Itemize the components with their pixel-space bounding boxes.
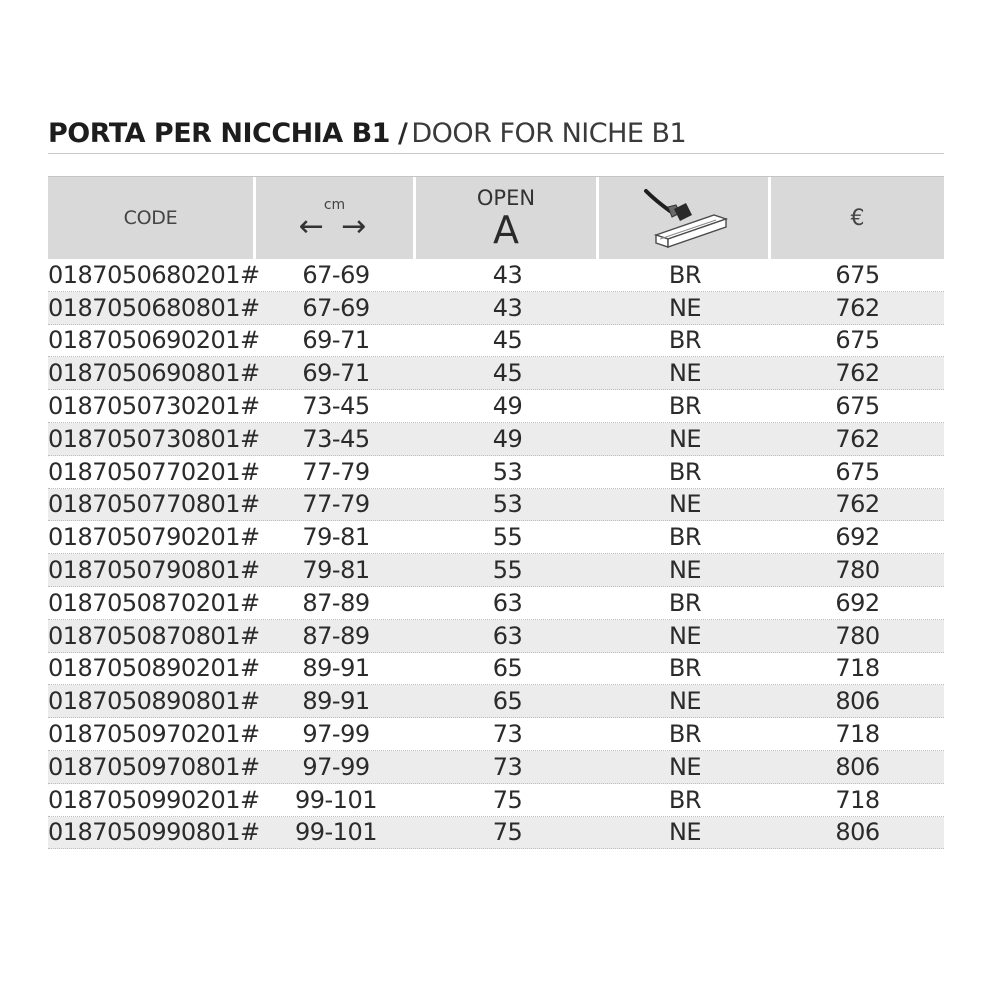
cell-price: 718 (835, 785, 880, 814)
cell-width: 97-99 (302, 720, 370, 749)
cell-width: 67-69 (302, 293, 370, 322)
cell-open: 53 (492, 457, 523, 486)
cell-width: 99-101 (294, 785, 377, 814)
cell-price: 675 (835, 392, 880, 421)
table-body (48, 259, 944, 849)
width-arrows-icon: ← → (298, 209, 371, 244)
cell-code: 0187050770201# (48, 457, 260, 486)
cell-code: 0187050790201# (48, 523, 260, 552)
title-divider (48, 153, 944, 154)
header-price (771, 177, 944, 259)
header-open-label: OPEN (476, 186, 536, 210)
cell-finish: NE (668, 490, 702, 519)
table-row (48, 423, 944, 456)
cell-code: 0187050730801# (48, 424, 260, 453)
cell-code: 0187050680801# (48, 293, 260, 322)
cell-code: 0187050680201# (48, 260, 260, 289)
cell-finish: NE (668, 687, 702, 716)
cell-finish: BR (668, 523, 702, 552)
cell-width: 89-91 (302, 687, 370, 716)
cell-code: 0187050970201# (48, 720, 260, 749)
cell-price: 762 (835, 359, 880, 388)
cell-finish: BR (668, 720, 702, 749)
title-separator: / (397, 118, 408, 149)
cell-width: 69-71 (302, 326, 370, 355)
cell-open: 55 (492, 556, 523, 585)
cell-code: 0187050690801# (48, 359, 260, 388)
cell-open: 55 (492, 523, 523, 552)
cell-code: 0187050770801# (48, 490, 260, 519)
page-title (48, 118, 686, 149)
header-code-label: CODE (123, 207, 178, 229)
cell-open: 65 (492, 654, 523, 683)
cell-width: 97-99 (302, 752, 370, 781)
cell-price: 762 (835, 293, 880, 322)
header-price-label: € (850, 205, 865, 231)
cell-open: 49 (492, 424, 523, 453)
table-row (48, 784, 944, 817)
cell-finish: BR (668, 457, 702, 486)
cell-open: 65 (492, 687, 523, 716)
table-row (48, 554, 944, 587)
header-open-letter: A (493, 208, 519, 252)
cell-open: 63 (492, 621, 523, 650)
cell-code: 0187050870201# (48, 588, 260, 617)
cell-open: 75 (492, 785, 523, 814)
cell-price: 806 (835, 818, 880, 847)
title-english: DOOR FOR NICHE B1 (411, 118, 687, 149)
cell-finish: NE (668, 818, 702, 847)
cell-open: 43 (492, 293, 523, 322)
cell-code: 0187050970801# (48, 752, 260, 781)
cell-finish: NE (668, 359, 702, 388)
cell-code: 0187050730201# (48, 392, 260, 421)
cell-code: 0187050870801# (48, 621, 260, 650)
cell-code: 0187050890201# (48, 654, 260, 683)
cell-code: 0187050890801# (48, 687, 260, 716)
cell-code: 0187050990801# (48, 818, 260, 847)
cell-width: 89-91 (302, 654, 370, 683)
cell-finish: BR (668, 785, 702, 814)
table-header (48, 176, 944, 259)
table-row (48, 587, 944, 620)
cell-finish: NE (668, 424, 702, 453)
cell-finish: BR (668, 326, 702, 355)
cell-open: 63 (492, 588, 523, 617)
cell-open: 53 (492, 490, 523, 519)
header-width (256, 177, 416, 259)
cell-price: 675 (835, 260, 880, 289)
cell-price: 718 (835, 654, 880, 683)
title-italian: PORTA PER NICCHIA B1 (48, 118, 390, 149)
cell-price: 675 (835, 457, 880, 486)
cell-width: 67-69 (302, 260, 370, 289)
cell-width: 87-89 (302, 621, 370, 650)
table-row (48, 718, 944, 751)
cell-open: 49 (492, 392, 523, 421)
cell-price: 806 (835, 687, 880, 716)
cell-open: 45 (492, 359, 523, 388)
cell-width: 69-71 (302, 359, 370, 388)
cell-price: 780 (835, 621, 880, 650)
cell-finish: NE (668, 293, 702, 322)
cell-width: 79-81 (302, 523, 370, 552)
cell-finish: NE (668, 556, 702, 585)
table-row (48, 325, 944, 358)
cell-width: 73-45 (302, 424, 370, 453)
paintbrush-profile-icon (636, 185, 732, 251)
cell-width: 77-79 (302, 490, 370, 519)
cell-finish: BR (668, 654, 702, 683)
cell-open: 43 (492, 260, 523, 289)
cell-width: 99-101 (294, 818, 377, 847)
cell-open: 45 (492, 326, 523, 355)
cell-open: 73 (492, 720, 523, 749)
table-row (48, 456, 944, 489)
cell-price: 675 (835, 326, 880, 355)
table-row (48, 620, 944, 653)
cell-finish: NE (668, 752, 702, 781)
table-row (48, 817, 944, 850)
cell-width: 77-79 (302, 457, 370, 486)
cell-price: 762 (835, 490, 880, 519)
cell-finish: BR (668, 260, 702, 289)
cell-code: 0187050790801# (48, 556, 260, 585)
header-width-unit: cm (323, 197, 346, 213)
cell-open: 73 (492, 752, 523, 781)
header-finish (599, 177, 771, 259)
table-row (48, 259, 944, 292)
cell-price: 692 (835, 588, 880, 617)
cell-finish: BR (668, 392, 702, 421)
cell-finish: NE (668, 621, 702, 650)
table-row (48, 390, 944, 423)
cell-width: 79-81 (302, 556, 370, 585)
cell-code: 0187050690201# (48, 326, 260, 355)
cell-price: 762 (835, 424, 880, 453)
cell-price: 806 (835, 752, 880, 781)
table-row (48, 751, 944, 784)
cell-open: 75 (492, 818, 523, 847)
table-row (48, 489, 944, 522)
table-row (48, 653, 944, 686)
table-row (48, 685, 944, 718)
table-row (48, 292, 944, 325)
table-row (48, 521, 944, 554)
header-code (48, 177, 256, 259)
cell-width: 87-89 (302, 588, 370, 617)
price-table (48, 176, 944, 849)
cell-code: 0187050990201# (48, 785, 260, 814)
cell-width: 73-45 (302, 392, 370, 421)
cell-price: 718 (835, 720, 880, 749)
cell-price: 780 (835, 556, 880, 585)
cell-price: 692 (835, 523, 880, 552)
table-row (48, 357, 944, 390)
cell-finish: BR (668, 588, 702, 617)
header-open (416, 177, 599, 259)
